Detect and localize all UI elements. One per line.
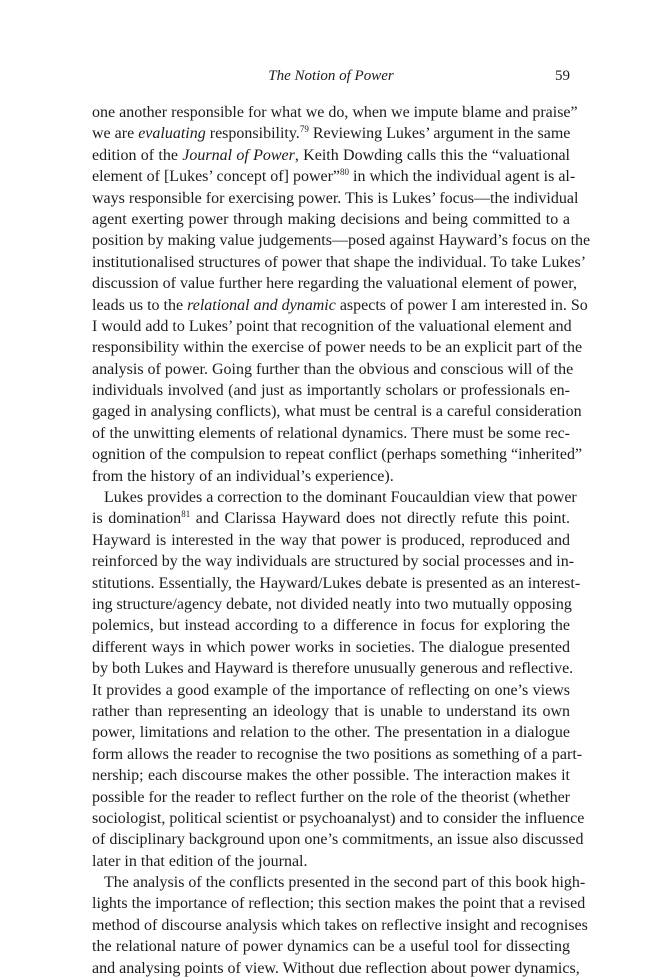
text-line [92,765,570,786]
text-segment: ognition of the compulsion to repeat conflict (perhaps something “inherited” [92,446,583,464]
text-segment: and Clarissa Hayward does not directly refute this point. [190,510,570,528]
text-segment: sociologist, political scientist or psychoanalyst) and to consider the influence [92,809,585,827]
text-segment: It provides a good example of the importance of reflecting on one’s views [92,681,570,699]
text-line [92,508,570,529]
text-segment: ing structure/agency debate, not divided neatly into two mutually opposing [92,595,572,613]
text-line [92,680,570,701]
italic-text: evaluating [138,125,206,143]
text-segment: power, limitations and relation to the other. The presentation in a dialogue [92,724,570,742]
text-segment: leads us to the [92,296,188,314]
page-number: 59 [555,68,570,84]
text-line [92,958,580,979]
text-line [92,123,570,144]
text-segment: Lukes provides a correction to the dominant Foucauldian view that power [104,489,577,507]
italic-text: Journal of Power [182,146,295,164]
text-line [92,359,574,380]
text-segment: , Keith Dowding calls this the “valuational [294,146,571,164]
text-segment: aspects of power I am interested in. So [335,296,588,314]
text-line [92,230,591,251]
text-line [92,915,588,936]
text-segment: one another responsible for what we do, when we impute blame and praise” [92,104,578,121]
text-segment: of disciplinary background upon one’s commitments, an issue also discussed [92,831,584,849]
footnote-reference: 79 [299,124,309,135]
text-line [92,166,576,187]
text-line [92,637,570,658]
text-line [92,337,583,358]
text-segment: method of discourse analysis which takes on reflective insight and recognises [92,916,588,934]
text-segment: and analysing points of view. Without due reflection about power dynamics, [92,959,580,977]
text-segment: gaged in analysing conflicts), what must be central is a careful consideration [92,403,582,421]
text-line [92,188,579,209]
text-line [92,551,575,572]
text-segment: Hayward is interested in the way that power is produced, reproduced and [92,531,570,549]
text-line [92,722,570,743]
text-segment: of the unwitting elements of relational dynamics. There must be some rec- [92,424,570,442]
text-segment: later in that edition of the journal. [92,852,308,870]
text-line [92,658,574,679]
text-line [92,872,586,893]
footnote-reference: 80 [340,167,350,178]
text-segment: position by making value judgements—posed against Hayward’s focus on the [92,232,591,250]
text-segment: reinforced by the way individuals are structured by social processes and in- [92,553,575,571]
text-segment: institutionalised structures of power that shape the individual. To take Lukes’ [92,253,587,271]
text-line [92,316,570,337]
text-line [92,594,570,615]
text-line [92,615,570,636]
text-line [92,252,587,273]
text-segment: we are [92,125,139,143]
text-line [92,701,570,722]
text-segment: different ways in which power works in societies. The dialogue presented [92,638,570,656]
text-segment: polemics, but instead according to a difference in focus for exploring the [92,617,570,635]
text-line [92,209,570,230]
text-line [92,444,583,465]
text-line [92,851,570,872]
italic-text: relational and dynamic [187,296,336,314]
text-line [92,466,570,487]
text-segment: ways responsible for exercising power. This is Lukes’ focus—the individual [92,189,579,207]
text-segment: possible for the reader to reflect further on the role of the theorist (whether [92,788,570,806]
text-segment: lights the importance of reflection; this section makes the point that a revised [92,895,586,913]
text-segment: from the history of an individual’s experience). [92,467,394,485]
text-segment: edition of the [92,146,183,164]
running-title: The Notion of Power [268,68,394,84]
text-segment: the relational nature of power dynamics can be a useful tool for dissecting [92,938,570,956]
text-segment: individuals involved (and just as importantly scholars or professionals en- [92,382,570,400]
text-line [92,808,585,829]
text-segment: analysis of power. Going further than the obvious and conscious will of the [92,360,574,378]
text-segment: discussion of value further here regarding the valuational element of power, [92,275,577,293]
text-segment: responsibility. [205,125,300,143]
body-text [92,102,591,979]
running-head [92,66,570,88]
text-segment: nership; each discourse makes the other possible. The interaction makes it [92,767,570,785]
text-segment: by both Lukes and Hayward is therefore unusually generous and reflective. [92,660,574,678]
text-segment: element of [Lukes’ concept of] power” [92,168,341,186]
text-segment: is domination [92,510,182,528]
footnote-reference: 81 [181,509,191,520]
text-line [92,145,570,166]
text-segment: Reviewing Lukes’ argument in the same [308,125,571,143]
text-segment: stitutions. Essentially, the Hayward/Lukes debate is presented as an interest- [92,574,581,592]
text-segment: responsibility within the exercise of power needs to be an explicit part of the [92,339,583,357]
text-segment: in which the individual agent is al- [349,168,576,186]
text-line [92,295,588,316]
text-line [92,273,577,294]
text-segment: rather than representing an ideology that is unable to understand its own [92,702,570,720]
text-line [92,744,583,765]
text-line [92,487,577,508]
text-line [92,829,584,850]
text-segment: agent exerting power through making decisions and being committed to a [92,210,570,228]
text-line [92,573,581,594]
text-line [92,401,582,422]
text-line [92,423,570,444]
text-segment: form allows the reader to recognise the two positions as something of a part- [92,745,583,763]
text-line [92,530,570,551]
text-line [92,893,586,914]
text-line [92,380,570,401]
text-segment: The analysis of the conflicts presented in the second part of this book high- [104,874,586,892]
text-line [92,102,578,123]
text-line [92,936,570,957]
text-segment: I would add to Lukes’ point that recognition of the valuational element and [92,317,572,335]
text-line [92,787,570,808]
